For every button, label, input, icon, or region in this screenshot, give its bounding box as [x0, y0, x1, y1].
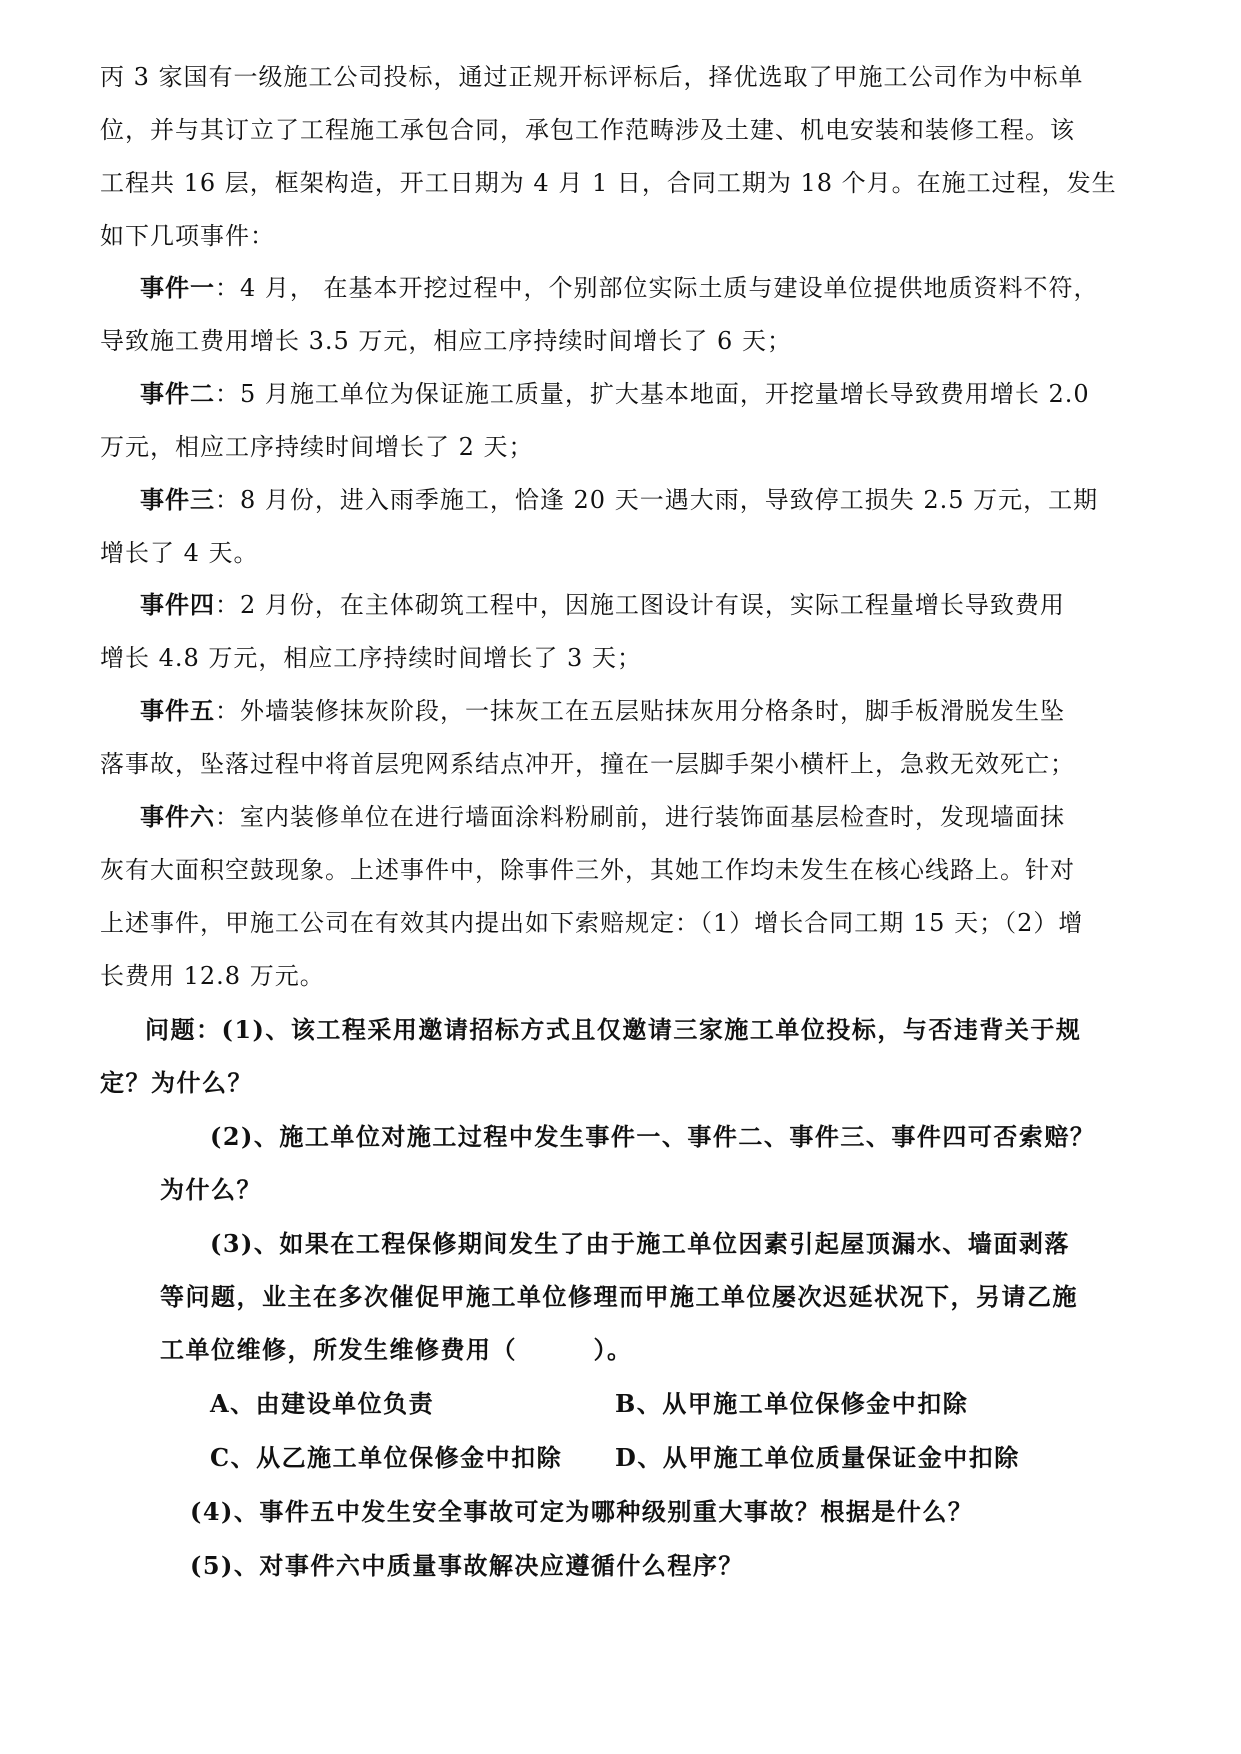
event-4-label: 事件四	[140, 590, 215, 619]
event-6-line-2: 灰有大面积空鼓现象。上述事件中，除事件三外，其她工作均未发生在核心线路上。针对	[100, 856, 1075, 884]
event-2-text-1: ：5 月施工单位为保证施工质量，扩大基本地面，开挖量增长导致费用增长 2.0	[215, 380, 1090, 408]
option-c: C、从乙施工单位保修金中扣除	[210, 1443, 563, 1472]
event-4-line-1	[140, 590, 1065, 620]
intro-line-2: 位，并与其订立了工程施工承包合同，承包工作范畴涉及土建、机电安装和装修工程。该	[100, 116, 1075, 144]
event-6-line-1	[140, 802, 1065, 832]
event-3-line-1	[140, 485, 1098, 515]
event-2-line-1	[140, 379, 1090, 409]
question-3-line-3: 工单位维修，所发生维修费用（ ）。	[160, 1335, 633, 1364]
event-6-label: 事件六	[140, 802, 215, 831]
event-6-line-4: 长费用 12.8 万元。	[100, 962, 325, 990]
event-5-label: 事件五	[140, 696, 215, 725]
question-3-line-1: (3)、如果在工程保修期间发生了由于施工单位因素引起屋顶漏水、墙面剥落	[210, 1229, 1070, 1258]
intro-line-3: 工程共 16 层，框架构造，开工日期为 4 月 1 日，合同工期为 18 个月。在施工过程，发生	[100, 169, 1117, 197]
event-1-text-1: ：4 月， 在基本开挖过程中，个别部位实际土质与建设单位提供地质资料不符，	[215, 274, 1099, 302]
question-1-line-1: 问题：(1)、该工程采用邀请招标方式且仅邀请三家施工单位投标，与否违背关于规	[145, 1015, 1082, 1044]
question-3-line-2: 等问题，业主在多次催促甲施工单位修理而甲施工单位屡次迟延状况下，另请乙施	[160, 1282, 1078, 1311]
event-1-line-2: 导致施工费用增长 3.5 万元，相应工序持续时间增长了 6 天；	[100, 327, 792, 355]
intro-line-4: 如下几项事件：	[100, 222, 275, 250]
event-5-line-2: 落事故，坠落过程中将首层兜网系结点冲开，撞在一层脚手架小横杆上，急救无效死亡；	[100, 750, 1075, 778]
event-6-text-1: ：室内装修单位在进行墙面涂料粉刷前，进行装饰面基层检查时，发现墙面抹	[215, 803, 1065, 831]
event-2-line-2: 万元，相应工序持续时间增长了 2 天；	[100, 433, 534, 461]
event-5-text-1: ：外墙装修抹灰阶段，一抹灰工在五层贴抹灰用分格条时，脚手板滑脱发生坠	[215, 697, 1065, 725]
event-6-line-3: 上述事件，甲施工公司在有效其内提出如下索赔规定：（1）增长合同工期 15 天；（2）增	[100, 909, 1084, 937]
event-4-text-1: ：2 月份，在主体砌筑工程中，因施工图设计有误，实际工程量增长导致费用	[215, 591, 1065, 619]
event-3-line-2: 增长了 4 天。	[100, 539, 259, 567]
intro-line-1: 丙 3 家国有一级施工公司投标，通过正规开标评标后，择优选取了甲施工公司作为中标单	[100, 63, 1084, 91]
option-b: B、从甲施工单位保修金中扣除	[615, 1389, 969, 1418]
event-3-label: 事件三	[140, 485, 215, 514]
option-a: A、由建设单位负责	[210, 1389, 435, 1418]
question-1-line-2: 定？为什么？	[100, 1068, 253, 1097]
event-1-label: 事件一	[140, 273, 215, 302]
event-2-label: 事件二	[140, 379, 215, 408]
event-5-line-1	[140, 696, 1065, 726]
question-5: (5)、对事件六中质量事故解决应遵循什么程序？	[190, 1551, 744, 1580]
event-1-line-1	[140, 273, 1099, 303]
option-d: D、从甲施工单位质量保证金中扣除	[615, 1443, 1020, 1472]
question-4: (4)、事件五中发生安全事故可定为哪种级别重大事故？根据是什么？	[190, 1497, 974, 1526]
event-3-text-1: ：8 月份，进入雨季施工，恰逢 20 天一遇大雨，导致停工损失 2.5 万元，工期	[215, 486, 1099, 514]
question-2-line-2: 为什么？	[160, 1175, 262, 1204]
question-2-line-1: (2)、施工单位对施工过程中发生事件一、事件二、事件三、事件四可否索赔？	[210, 1122, 1096, 1151]
event-4-line-2: 增长 4.8 万元，相应工序持续时间增长了 3 天；	[100, 644, 642, 672]
